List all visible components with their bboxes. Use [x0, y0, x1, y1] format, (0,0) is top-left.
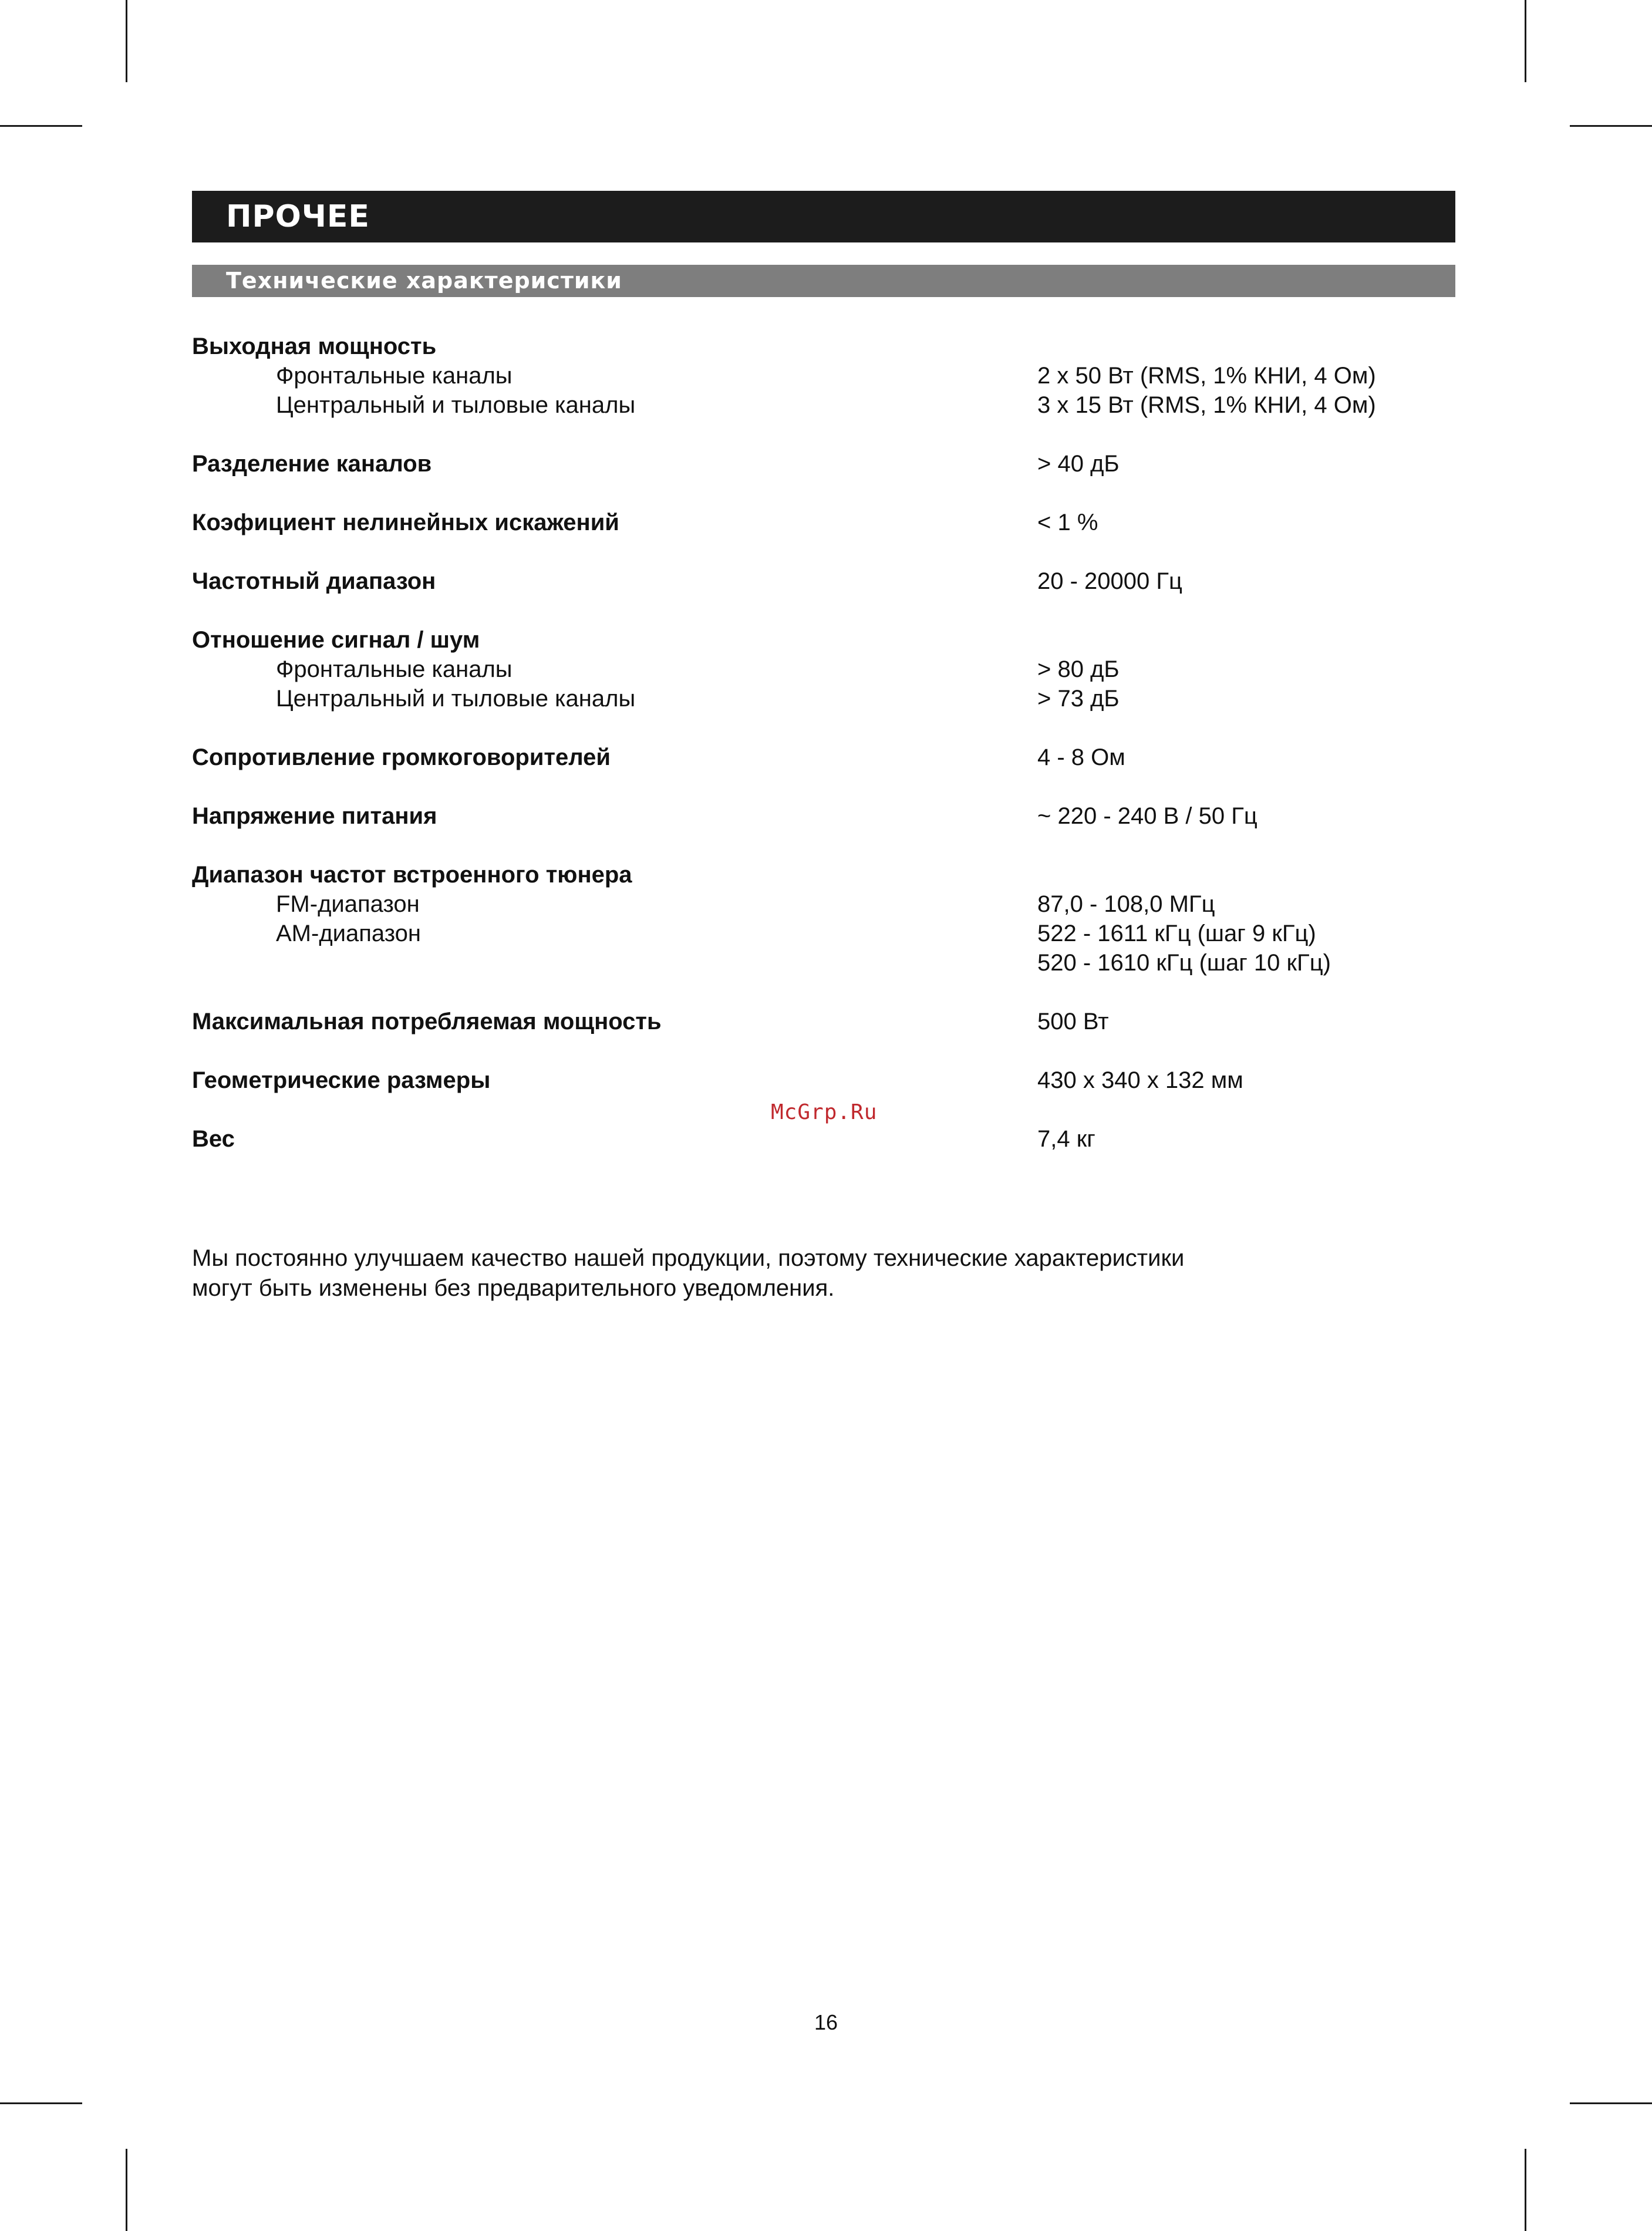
spec-label: Напряжение питания	[192, 803, 437, 829]
spec-item	[192, 1066, 1460, 1095]
spec-sub-row	[192, 948, 1460, 978]
spec-label: Разделение каналов	[192, 451, 432, 477]
spec-sub-label: Центральный и тыловые каналы	[276, 686, 636, 712]
spec-item	[192, 1124, 1460, 1154]
spec-row	[192, 801, 1460, 831]
spec-item	[192, 625, 1460, 713]
spec-sub-label: Центральный и тыловые каналы	[276, 392, 636, 418]
footer-note-line: Мы постоянно улучшаем качество нашей продукции, поэтому технические характеристики	[192, 1245, 1185, 1271]
spec-label: Диапазон частот встроенного тюнера	[192, 862, 632, 888]
footer-note-line: могут быть изменены без предварительного уведомления.	[192, 1275, 835, 1301]
watermark: McGrp.Ru	[771, 1100, 878, 1124]
spec-label: Вес	[192, 1126, 235, 1152]
spec-row	[192, 860, 1460, 889]
spec-sub-value: 3 x 15 Вт (RMS, 1% КНИ, 4 Ом)	[1037, 392, 1376, 418]
section-header-bar	[192, 191, 1455, 242]
spec-sub-row	[192, 919, 1460, 948]
spec-item	[192, 449, 1460, 478]
spec-sub-value: 2 x 50 Вт (RMS, 1% КНИ, 4 Ом)	[1037, 363, 1376, 389]
spec-sub-value: > 73 дБ	[1037, 686, 1120, 712]
spec-row	[192, 1007, 1460, 1036]
subsection-header-bar	[192, 265, 1455, 297]
spec-value: 500 Вт	[1037, 1009, 1109, 1034]
subsection-title: Технические характеристики	[226, 268, 622, 294]
spec-sub-row	[192, 889, 1460, 919]
spec-sub-row	[192, 361, 1460, 390]
spec-sub-value: 87,0 - 108,0 МГц	[1037, 891, 1215, 917]
crop-mark	[1570, 125, 1652, 127]
spec-sub-label: AM-диапазон	[276, 921, 421, 946]
spec-sub-value: 522 - 1611 кГц (шаг 9 кГц)	[1037, 921, 1316, 946]
crop-mark	[0, 125, 82, 127]
spec-item	[192, 743, 1460, 772]
spec-item	[192, 567, 1460, 596]
spec-label: Коэфициент нелинейных искажений	[192, 510, 619, 535]
page-number: 16	[814, 2010, 838, 2034]
crop-mark	[1525, 2149, 1526, 2231]
spec-value: < 1 %	[1037, 510, 1098, 535]
spec-label: Частотный диапазон	[192, 568, 436, 594]
spec-row	[192, 567, 1460, 596]
spec-item	[192, 508, 1460, 537]
spec-row	[192, 625, 1460, 655]
spec-row	[192, 332, 1460, 361]
crop-mark	[1525, 0, 1526, 82]
spec-label: Максимальная потребляемая мощность	[192, 1009, 662, 1034]
crop-mark	[1570, 2102, 1652, 2104]
spec-row	[192, 1066, 1460, 1095]
spec-row	[192, 1124, 1460, 1154]
spec-label: Геометрические размеры	[192, 1067, 491, 1093]
spec-row	[192, 743, 1460, 772]
spec-sub-row	[192, 655, 1460, 684]
crop-mark	[126, 2149, 127, 2231]
spec-sub-value: > 80 дБ	[1037, 656, 1120, 682]
spec-label: Отношение сигнал / шум	[192, 627, 480, 653]
spec-list	[192, 332, 1460, 1183]
spec-sub-label: Фронтальные каналы	[276, 363, 513, 389]
spec-label: Сопротивление громкоговорителей	[192, 744, 611, 770]
crop-mark	[0, 2102, 82, 2104]
section-title: ПРОЧЕЕ	[226, 199, 370, 234]
spec-sub-row	[192, 684, 1460, 713]
spec-sub-label-spacer	[192, 948, 1037, 978]
spec-sub-row	[192, 390, 1460, 420]
spec-value: > 40 дБ	[1037, 451, 1120, 477]
spec-sub-label: FM-диапазон	[276, 891, 420, 917]
spec-item	[192, 860, 1460, 978]
spec-sub-value: 520 - 1610 кГц (шаг 10 кГц)	[1037, 950, 1331, 976]
crop-mark	[126, 0, 127, 82]
spec-value: 7,4 кг	[1037, 1126, 1095, 1152]
spec-sub-label: Фронтальные каналы	[276, 656, 513, 682]
footer-note	[192, 1243, 1366, 1303]
spec-item	[192, 332, 1460, 420]
spec-item	[192, 1007, 1460, 1036]
spec-label: Выходная мощность	[192, 333, 437, 359]
spec-value: ~ 220 - 240 В / 50 Гц	[1037, 803, 1257, 829]
spec-row	[192, 449, 1460, 478]
spec-value: 430 x 340 x 132 мм	[1037, 1067, 1243, 1093]
spec-item	[192, 801, 1460, 831]
spec-row	[192, 508, 1460, 537]
spec-value: 4 - 8 Ом	[1037, 744, 1125, 770]
spec-value: 20 - 20000 Гц	[1037, 568, 1182, 594]
